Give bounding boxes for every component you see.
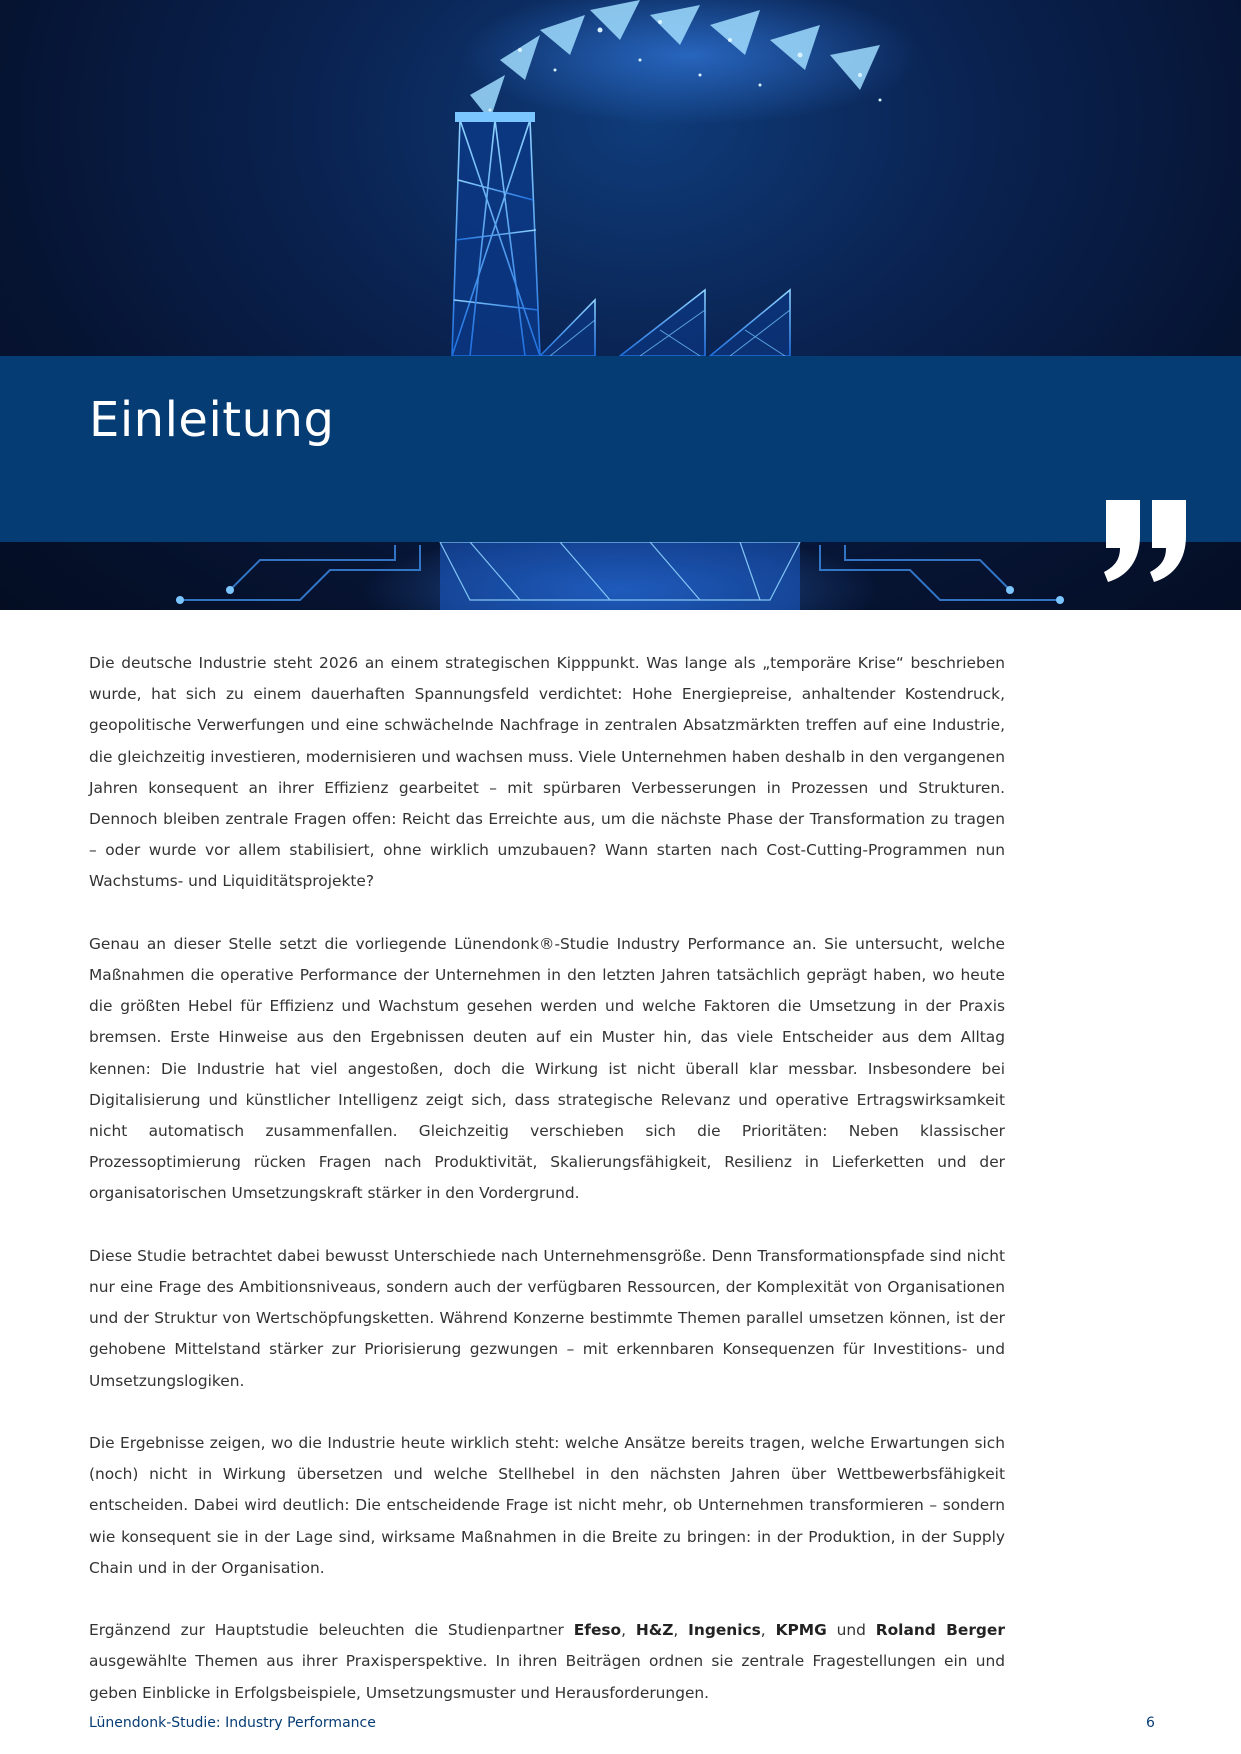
partner-ingenics: Ingenics: [688, 1621, 761, 1640]
separator: und: [826, 1621, 876, 1640]
paragraph-4: Die Ergebnisse zeigen, wo die Industrie heute wirklich steht: welche Ansätze bereits tragen, welche Erwartungen sich (noch) nicht in Wirkung übersetzen und welche Stellhebel in den nächsten Jahren über Wettbewerbsfähigkeit entscheiden. Dabei wird deutlich: Die entscheidende Frage ist nicht mehr, ob Unternehmen transformieren – sondern wie konsequent sie in der Lage sind, wirksame Maßnahmen in die Breite zu bringen: in der Produktion, in der Supply Chain und in der Organisation.: [89, 1434, 1005, 1577]
separator: ,: [760, 1621, 776, 1640]
page-number: 6: [1146, 1715, 1155, 1731]
partner-hz: H&Z: [635, 1621, 674, 1640]
footer-publication-title: Lünendonk-Studie: Industry Performance: [89, 1715, 376, 1731]
paragraph-3: Diese Studie betrachtet dabei bewusst Unterschiede nach Unternehmensgröße. Denn Transformationspfade sind nicht nur eine Frage des Ambitionsniveaus, sondern auch der verfügbaren Ressourcen, der Komplexität von Organisationen und der Struktur von Wertschöpfungsketten. Während Konzerne bestimmte Themen parallel umsetzen können, ist der gehobene Mittelstand stärker zur Priorisierung gezwungen – mit erkennbaren Konsequenzen für Investitions- und Umsetzungslogiken.: [89, 1246, 1005, 1390]
title-band: [0, 356, 1241, 542]
paragraph-5-intro: Ergänzend zur Hauptstudie beleuchten die Studienpartner: [89, 1621, 574, 1640]
introduction-text: [89, 648, 1005, 1740]
partner-kpmg: KPMG: [775, 1621, 827, 1640]
paragraph-5: [89, 1615, 1005, 1709]
paragraph-2: Genau an dieser Stelle setzt die vorliegende Lünendonk®-Studie Industry Performance an. Sie untersucht, welche Maßnahmen die operative Performance der Unternehmen in den letzten Jahren tatsächlich geprägt haben, wo heute die größten Hebel für Effizienz und Wachstum gesehen werden und welche Faktoren die Umsetzung in der Praxis bremsen. Erste Hinweise aus den Ergebnissen deuten auf ein Muster hin, das viele Entscheider aus dem Alltag kennen: Die Industrie hat viel angestoßen, doch die Wirkung ist nicht überall klar messbar. Insbesondere bei Digitalisierung und künstlicher Intelligenz zeigt sich, dass strategische Relevanz und operative Ertragswirksamkeit nicht automatisch zusammenfallen. Gleichzeitig verschieben sich die Prioritäten: Neben klassischer Prozessoptimierung rücken Fragen nach Produktivität, Skalierungsfähigkeit, Resilienz in Lieferketten und der organisatorischen Umsetzungskraft stärker in den Vordergrund.: [89, 934, 1005, 1203]
separator: ,: [621, 1621, 636, 1640]
separator: ,: [673, 1621, 689, 1640]
partner-efeso: Efeso: [573, 1621, 622, 1640]
partner-roland-berger: Roland Berger: [875, 1621, 1005, 1640]
closing-quote-icon: [1102, 500, 1190, 584]
page-title: Einleitung: [89, 392, 335, 448]
paragraph-1: Die deutsche Industrie steht 2026 an einem strategischen Kipppunkt. Was lange als „temporäre Krise“ beschrieben wurde, hat sich zu einem dauerhaften Spannungsfeld verdichtet: Hohe Energiepreise, anhaltender Kostendruck, geopolitische Verwerfungen und eine schwächelnde Nachfrage in zentralen Absatzmärkten treffen auf eine Industrie, die gleichzeitig investieren, modernisieren und wachsen muss. Viele Unternehmen haben deshalb in den vergangenen Jahren konsequent an ihrer Effizienz gearbeitet – mit spürbaren Verbesserungen in Prozessen und Strukturen. Dennoch bleiben zentrale Fragen offen: Reicht das Erreichte aus, um die nächste Phase der Transformation zu tragen – oder wurde vor allem stabilisiert, ohne wirklich umzubauen? Wann starten nach Cost-Cutting-Programmen nun Wachstums- und Liquiditätsprojekte?: [89, 654, 1005, 891]
paragraph-5-rest: ausgewählte Themen aus ihrer Praxisperspektive. In ihren Beiträgen ordnen sie zentrale Fragestellungen ein und geben Einblicke in Erfolgsbeispiele, Umsetzungsmuster und Herausforderungen.: [89, 1652, 1005, 1702]
